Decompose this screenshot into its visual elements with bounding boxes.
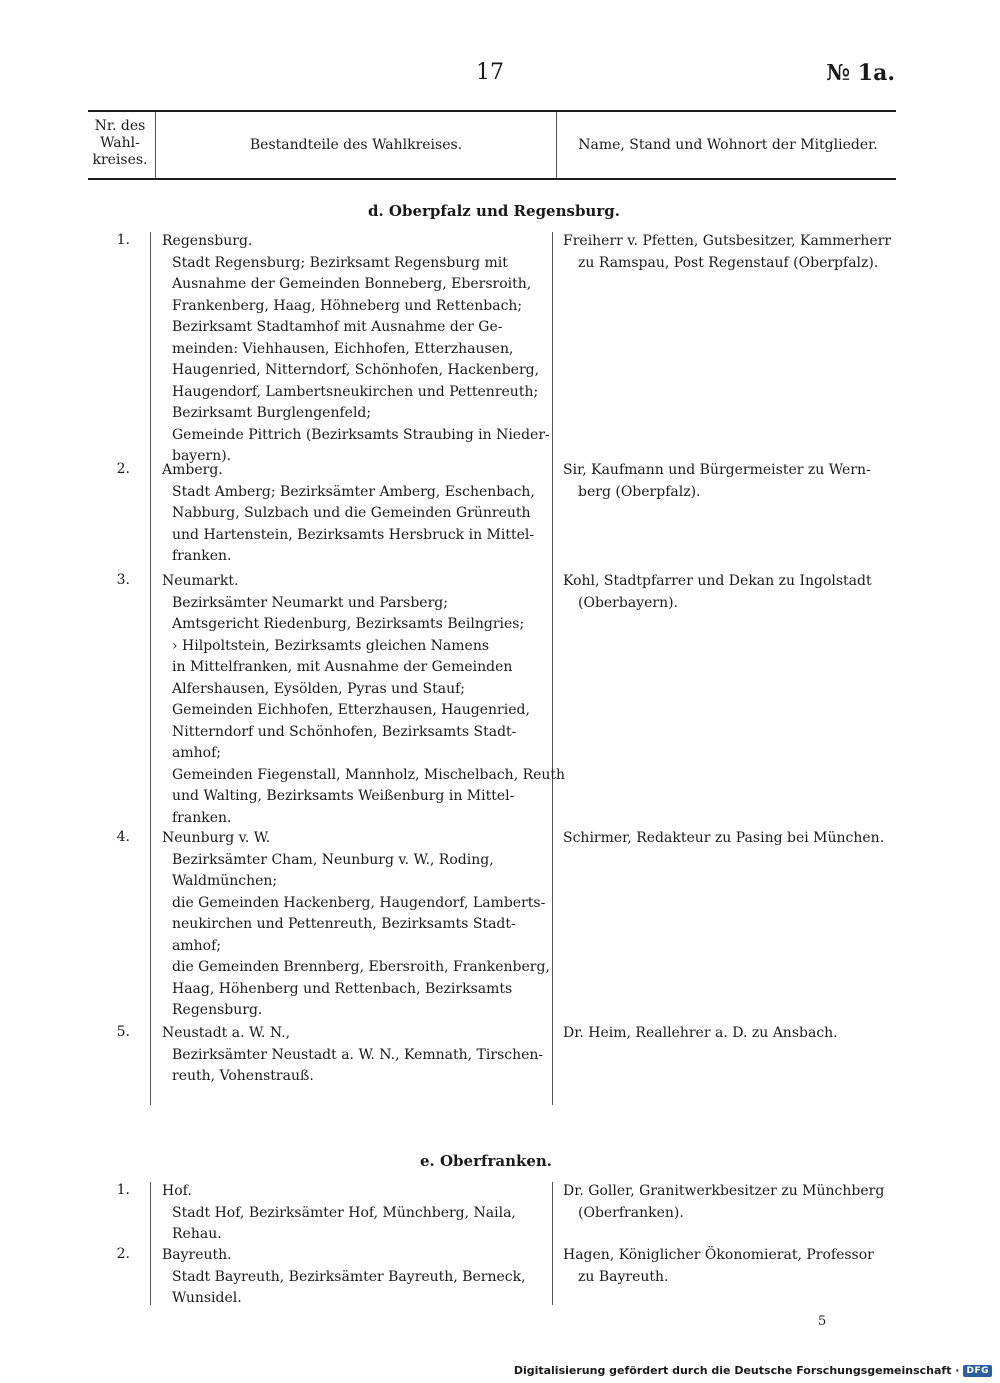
component-line: Haag, Höhenberg und Rettenbach, Bezirksamts (172, 980, 513, 997)
constituency-components (162, 828, 550, 1022)
column-divider-left (150, 232, 151, 1105)
component-line: und Walting, Bezirksamts Weißenburg in Mittel- (172, 788, 515, 804)
member-line: (Oberfranken). (578, 1204, 684, 1221)
component-line: die Gemeinden Brennberg, Ebersroith, Frankenberg, (172, 959, 550, 975)
component-line: Stadt Bayreuth, Bezirksämter Bayreuth, Berneck, (172, 1268, 526, 1285)
member-line: (Oberbayern). (578, 594, 679, 611)
component-line: Nabburg, Sulzbach und die Gemeinden Grünreuth (172, 505, 531, 521)
header-col-components: Bestandteile des Wahlkreises. (249, 137, 463, 153)
member-line: zu Ramspau, Post Regenstauf (Oberpfalz). (578, 254, 879, 271)
member-line: Dr. Goller, Granitwerkbesitzer zu Münchberg (563, 1183, 885, 1199)
constituency-number: 1. (116, 1182, 130, 1198)
component-line: Haugenried, Nitterndorf, Schönhofen, Hackenberg, (172, 362, 540, 378)
component-line: Wunsidel. (172, 1290, 242, 1306)
constituency-number: 5. (116, 1024, 130, 1040)
component-line: Stadt Regensburg; Bezirksamt Regensburg mit (172, 254, 508, 271)
member-line: Hagen, Königlicher Ökonomierat, Professor (563, 1247, 874, 1263)
component-line: Ausnahme der Gemeinden Bonneberg, Ebersroith, (172, 276, 532, 292)
component-line: meinden: Viehhausen, Eichhofen, Etterzhausen, (172, 340, 514, 357)
member-line: Freiherr v. Pfetten, Gutsbesitzer, Kammerherr (563, 233, 892, 249)
constituency-name: Bayreuth. (162, 1247, 232, 1263)
constituency-name: Neunburg v. W. (162, 830, 271, 846)
constituency-components (162, 1023, 542, 1088)
constituency-components (162, 1245, 542, 1310)
component-line: Gemeinden Eichhofen, Etterzhausen, Haugenried, (172, 702, 530, 718)
component-line: Amtsgericht Riedenburg, Bezirksamts Beilngries; (172, 616, 525, 632)
component-line: und Hartenstein, Bezirksamts Hersbruck in Mittel- (172, 526, 535, 543)
constituency-components (162, 231, 550, 468)
member-entry (563, 828, 903, 850)
section-title: e. Oberfranken. (420, 1152, 553, 1170)
member-entry (563, 1245, 903, 1288)
column-divider-right (552, 1182, 553, 1305)
page-number: 17 (476, 60, 504, 85)
document-number: № 1a. (826, 60, 895, 86)
header-col-number-line: Nr. des (94, 118, 146, 134)
header-col-number (88, 118, 152, 169)
constituency-number: 2. (116, 1246, 130, 1262)
member-line: zu Bayreuth. (578, 1268, 669, 1285)
constituency-number: 1. (116, 232, 130, 248)
component-line: Bezirksämter Neustadt a. W. N., Kemnath, Tirschen- (172, 1046, 544, 1063)
header-bottom-rule (88, 178, 896, 180)
header-divider-2 (556, 112, 557, 178)
component-line: Stadt Amberg; Bezirksämter Amberg, Eschenbach, (172, 483, 535, 500)
member-entry (563, 1181, 903, 1224)
member-line: berg (Oberpfalz). (578, 483, 701, 500)
component-line: amhof; (172, 745, 221, 761)
component-line: Rehau. (172, 1226, 222, 1242)
constituency-name: Neustadt a. W. N., (162, 1025, 291, 1041)
constituency-name: Hof. (162, 1183, 192, 1199)
constituency-name: Regensburg. (162, 233, 253, 249)
header-col-members: Name, Stand und Wohnort der Mitglieder. (578, 137, 878, 153)
member-entry (563, 571, 903, 614)
constituency-number: 2. (116, 461, 130, 477)
member-entry (563, 231, 903, 274)
footer-credit (514, 1364, 992, 1377)
component-line: Gemeinde Pittrich (Bezirksamts Straubing in Nieder- (172, 426, 550, 443)
constituency-number: 4. (116, 829, 130, 845)
footer-credit-text: Digitalisierung gefördert durch die Deutsche Forschungsgemeinschaft · (513, 1364, 960, 1377)
member-line: Schirmer, Redakteur zu Pasing bei München. (563, 830, 885, 846)
section-title: d. Oberpfalz und Regensburg. (368, 202, 620, 220)
component-line: Regensburg. (172, 1002, 263, 1018)
component-line: neukirchen und Pettenreuth, Bezirksamts Stadt- (172, 916, 516, 932)
constituency-components (162, 571, 566, 829)
component-line: Alfershausen, Eysölden, Pyras und Stauf; (172, 680, 466, 697)
component-line: franken. (172, 548, 232, 564)
component-line: Bezirksamt Stadtamhof mit Ausnahme der Ge- (172, 319, 503, 335)
header-col-number-line: Wahl- (100, 135, 140, 151)
component-line: franken. (172, 809, 232, 826)
component-line: Bezirksamt Burglengenfeld; (172, 405, 372, 421)
component-line: in Mittelfranken, mit Ausnahme der Gemeinden (172, 659, 513, 675)
constituency-number: 3. (116, 572, 130, 588)
component-line: Bezirksämter Cham, Neunburg v. W., Roding, (172, 851, 494, 868)
footer-page-number: 5 (818, 1314, 827, 1329)
component-line: › Hilpoltstein, Bezirksamts gleichen Namens (172, 637, 490, 654)
component-line: bayern). (172, 448, 232, 464)
member-line: Kohl, Stadtpfarrer und Dekan zu Ingolstadt (563, 573, 872, 589)
constituency-components (162, 1181, 542, 1246)
component-line: Waldmünchen; (172, 873, 278, 889)
member-line: Sir, Kaufmann und Bürgermeister zu Wern- (563, 462, 871, 478)
column-divider-right (552, 232, 553, 1105)
header-divider-1 (155, 112, 156, 178)
dfg-logo: DFG (963, 1365, 992, 1377)
constituency-name: Neumarkt. (162, 573, 239, 589)
constituency-name: Amberg. (162, 462, 223, 478)
component-line: reuth, Vohenstrauß. (172, 1068, 314, 1084)
component-line: Stadt Hof, Bezirksämter Hof, Münchberg, Naila, (172, 1204, 516, 1221)
constituency-components (162, 460, 542, 568)
component-line: Bezirksämter Neumarkt und Parsberg; (172, 594, 448, 611)
component-line: die Gemeinden Hackenberg, Haugendorf, Lamberts- (172, 894, 546, 911)
header-top-rule (88, 110, 896, 112)
component-line: amhof; (172, 937, 221, 954)
header-col-number-line: kreises. (92, 152, 148, 168)
member-entry (563, 460, 903, 503)
component-line: Haugendorf, Lambertsneukirchen und Pettenreuth; (172, 383, 539, 400)
column-divider-left (150, 1182, 151, 1305)
member-entry (563, 1023, 903, 1045)
member-line: Dr. Heim, Reallehrer a. D. zu Ansbach. (563, 1025, 838, 1041)
component-line: Frankenberg, Haag, Höhneberg und Rettenbach; (172, 297, 523, 314)
component-line: Gemeinden Fiegenstall, Mannholz, Mischelbach, Reuth (172, 766, 566, 783)
component-line: Nitterndorf und Schönhofen, Bezirksamts Stadt- (172, 723, 517, 740)
